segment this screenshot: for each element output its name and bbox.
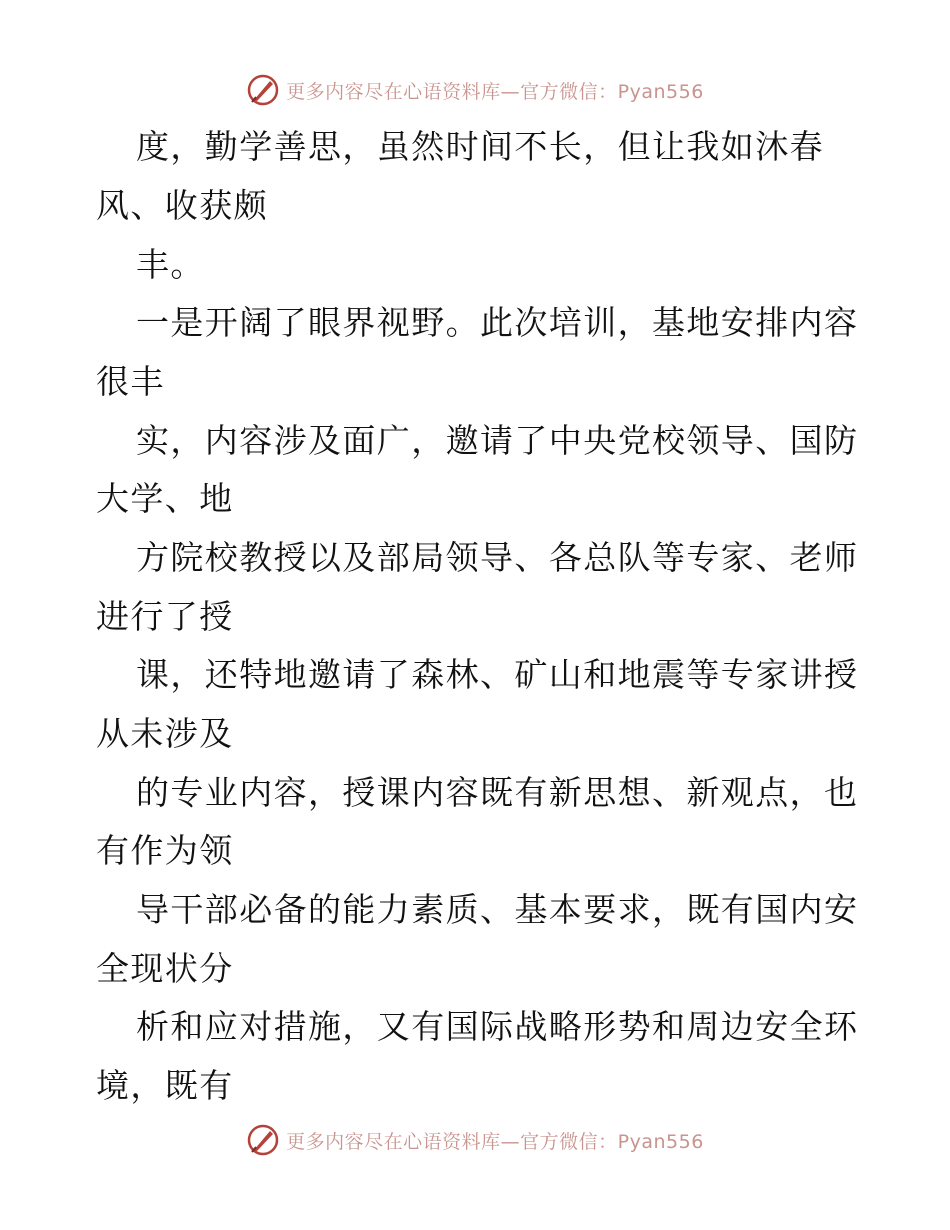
text-line: 风、收获颇 [96, 186, 268, 225]
text-line: 有作为领 [96, 831, 234, 870]
text-line: 一是开阔了眼界视野。此次培训，基地安排内容 [136, 303, 859, 342]
footer-watermark [0, 1120, 950, 1160]
text-line: 境，既有 [96, 1066, 234, 1105]
text-line: 进行了授 [96, 597, 234, 636]
quill-pen-icon [246, 73, 280, 107]
header-watermark-text: 更多内容尽在心语资料库—官方微信：Pyan556 [286, 80, 704, 103]
text-line: 导干部必备的能力素质、基本要求，既有国内安 [136, 890, 859, 929]
text-line: 丰。 [136, 245, 205, 284]
text-line: 很丰 [96, 362, 165, 401]
text-line: 大学、地 [96, 479, 234, 518]
text-line: 课，还特地邀请了森林、矿山和地震等专家讲授 [136, 655, 859, 694]
quill-pen-icon [246, 1123, 280, 1157]
text-line: 实，内容涉及面广，邀请了中央党校领导、国防 [136, 421, 859, 460]
text-line: 从未涉及 [96, 714, 234, 753]
text-line: 的专业内容，授课内容既有新思想、新观点，也 [136, 773, 859, 812]
footer-watermark-text: 更多内容尽在心语资料库—官方微信：Pyan556 [286, 1130, 704, 1153]
text-line: 方院校教授以及部局领导、各总队等专家、老师 [136, 538, 859, 577]
header-watermark [0, 70, 950, 110]
text-line: 全现状分 [96, 949, 234, 988]
text-line: 度，勤学善思，虽然时间不长，但让我如沐春 [136, 127, 824, 166]
text-line: 析和应对措施，又有国际战略形势和周边安全环 [136, 1007, 859, 1046]
